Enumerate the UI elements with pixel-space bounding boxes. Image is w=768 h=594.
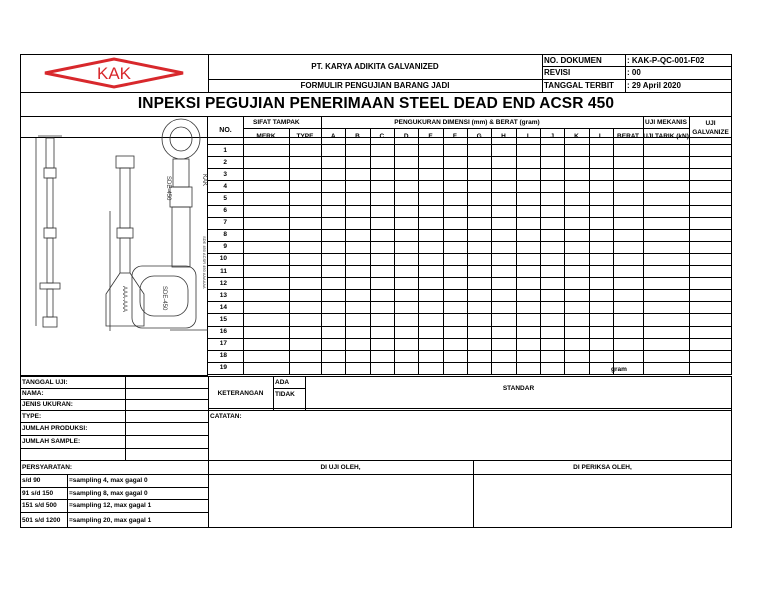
persyaratan-range: 151 s/d 500: [22, 502, 57, 509]
column-header-e: E: [428, 132, 433, 140]
row-number: 5: [223, 194, 227, 202]
row-number: 15: [219, 315, 227, 323]
issue-date-label: TANGGAL TERBIT: [544, 81, 614, 90]
eye-text: SDE-450: [165, 176, 171, 201]
column-header-b: B: [355, 132, 360, 140]
tidak-label: TIDAK: [275, 390, 295, 398]
row-number: 3: [223, 170, 227, 178]
persyaratan-label: PERSYARATAN:: [22, 463, 73, 471]
form-name: FORMULIR PENGUJIAN BARANG JADI: [300, 81, 450, 90]
persyaratan-range: 501 s/d 1200: [22, 516, 61, 524]
jumlah-produksi-label: JUMLAH PRODUKSI:: [22, 425, 88, 432]
jenis-ukuran-label: JENIS UKURAN:: [22, 401, 73, 408]
side-text: SDE 450 ACSR 450 AAAAAA: [202, 236, 207, 289]
diperiksa-oleh-label: DI PERIKSA OLEH,: [573, 463, 632, 471]
column-header-d: D: [403, 132, 409, 140]
type-label: TYPE:: [22, 412, 42, 420]
catatan-label: CATATAN:: [210, 412, 242, 420]
persyaratan-range: 91 s/d 150: [22, 489, 54, 497]
type-header: TYPE: [296, 132, 314, 140]
body-text-1: AAA-AAA: [121, 286, 127, 313]
merk-header: MERK: [256, 132, 276, 140]
column-header-j: J: [550, 132, 554, 140]
page-title: INPEKSI PEGUJIAN PENERIMAAN STEEL DEAD END ACSR 450: [137, 95, 615, 112]
nama-label: NAMA:: [22, 390, 44, 397]
issue-date-value: : 29 April 2020: [627, 81, 681, 90]
column-header-a: A: [330, 132, 336, 140]
kak-diamond-logo-icon: [39, 56, 189, 90]
column-header-g: G: [476, 132, 482, 140]
column-header-l: L: [598, 132, 603, 140]
logo-text: KAK: [96, 64, 132, 83]
ada-label: ADA: [275, 378, 290, 386]
body-text-2: SDE-450: [161, 286, 167, 311]
column-header-h: H: [501, 132, 506, 140]
row-number: 16: [219, 328, 227, 336]
row-number: 1: [223, 146, 227, 154]
sifat-tampak-header: SIFAT TAMPAK: [253, 118, 300, 126]
gram-label: gram: [611, 365, 627, 373]
jumlah-sample-label: JUMLAH SAMPLE:: [22, 438, 81, 445]
company-logo: [20, 54, 208, 92]
row-number: 19: [219, 364, 227, 372]
row-number: 12: [219, 279, 227, 287]
row-number: 14: [219, 303, 227, 311]
uji-mekanis-header: UJI MEKANIS: [645, 118, 687, 126]
keterangan-label: KETERANGAN: [217, 389, 264, 397]
doc-no-value: : KAK-P-QC-001-F02: [627, 55, 705, 65]
company-name: PT. KARYA ADIKITA GALVANIZED: [311, 62, 439, 71]
row-number: 10: [219, 255, 227, 263]
uji-galvanize-header-1: UJI: [705, 119, 716, 127]
column-header-f: F: [452, 132, 457, 140]
berat-header: BERAT: [617, 132, 639, 140]
steel-dead-end-drawing-icon: [20, 116, 208, 376]
column-header-i: I: [526, 132, 529, 140]
persyaratan-rule: =sampling 4, max gagal 0: [69, 477, 148, 484]
revision-value: : 00: [627, 68, 641, 77]
row-number: 17: [219, 340, 227, 348]
standar-label: STANDAR: [502, 384, 535, 392]
column-header-k: K: [574, 132, 579, 140]
doc-no-label: NO. DOKUMEN: [544, 55, 602, 65]
persyaratan-rule: =sampling 8, max gagal 0: [69, 489, 148, 497]
persyaratan-range: s/d 90: [22, 477, 41, 484]
persyaratan-rule: =sampling 20, max gagal 1: [69, 516, 152, 524]
diuji-oleh-label: DI UJI OLEH,: [320, 463, 361, 471]
persyaratan-rule: =sampling 12, max gagal 1: [69, 502, 152, 509]
column-header-c: C: [379, 132, 385, 140]
row-number: 18: [219, 352, 227, 360]
row-number: 2: [223, 158, 227, 166]
row-number: 7: [223, 219, 227, 227]
pengukuran-header: PENGUKURAN DIMENSI (mm) & BERAT (gram): [394, 118, 540, 126]
revision-label: REVISI: [544, 68, 571, 77]
tanggal-uji-label: TANGGAL UJI:: [22, 378, 68, 386]
row-number: 11: [220, 267, 227, 275]
no-header: NO.: [219, 126, 232, 134]
row-number: 6: [223, 207, 227, 215]
uji-tarik-header: UJI TARIK (kN): [643, 132, 689, 140]
row-number: 9: [223, 243, 227, 251]
row-number: 13: [219, 291, 227, 299]
eye-mark: KAK: [201, 174, 207, 187]
row-number: 8: [223, 231, 227, 239]
uji-galvanize-header-2: GALVANIZE: [692, 128, 729, 136]
row-number: 4: [223, 182, 227, 190]
inspection-form-sheet: [20, 54, 732, 528]
